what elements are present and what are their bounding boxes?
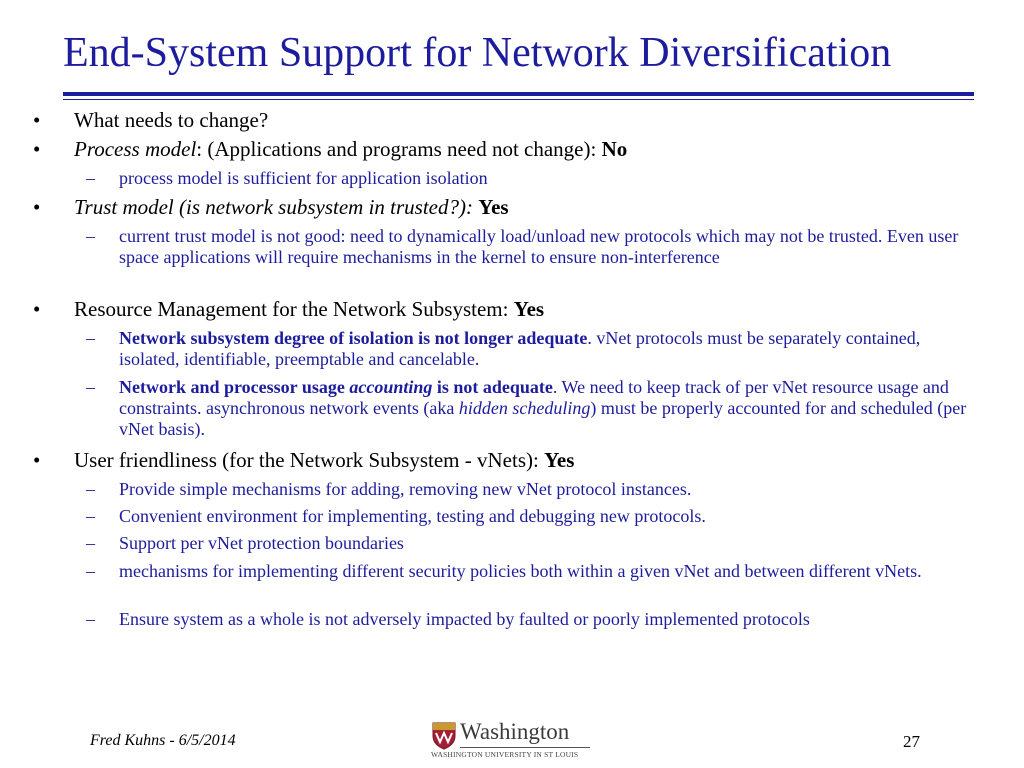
subbullet-security-policies: [86, 561, 979, 582]
logo-wordmark: Washington: [460, 719, 570, 744]
dash-glyph: –: [86, 226, 95, 246]
dash-glyph: –: [86, 479, 95, 499]
university-logo: [430, 719, 600, 762]
subbullet-text: ) must be properly accounted for and scheduled (per vNet basis).: [119, 398, 967, 439]
dash-glyph: –: [86, 533, 95, 553]
bullet-user-friendliness: [33, 448, 994, 472]
bullet-glyph: •: [33, 448, 41, 472]
bullet-what-needs-to-change: [33, 108, 994, 132]
subbullet-system-impact: [86, 609, 979, 630]
bullet-answer: Yes: [544, 448, 575, 472]
bullet-answer: Yes: [513, 297, 545, 321]
subbullet-italic: hidden scheduling: [458, 398, 591, 418]
subbullet-protection-boundaries: [86, 533, 979, 554]
bullet-text: Resource Management for the Network Subsystem:: [74, 297, 514, 321]
dash-glyph: –: [86, 609, 95, 629]
bullet-text: User friendliness (for the Network Subsystem - vNets):: [74, 448, 545, 472]
subbullet-text: Ensure system as a whole is not adversely impacted by faulted or poorly implemented protocols: [119, 609, 810, 629]
bullet-answer: No: [601, 137, 628, 161]
title-rule-thick: [63, 92, 974, 96]
bullet-process-model: [33, 137, 994, 161]
title-rule-thin: [63, 99, 974, 100]
subbullet-text: . We need to keep track of per vNet resource usage and constraints. asynchronous network events (aka: [119, 377, 949, 418]
shield-icon: [432, 722, 456, 750]
subbullet-isolation-degree: [86, 328, 979, 370]
dash-glyph: –: [86, 377, 95, 397]
bullet-label: Process model: [74, 137, 197, 161]
bullet-label: Trust model (is network subsystem in trusted?):: [74, 195, 473, 219]
subbullet-process-model-isolation: [86, 168, 979, 189]
subbullet-text: Convenient environment for implementing, testing and debugging new protocols.: [119, 506, 706, 526]
subbullet-bold: Network subsystem degree of isolation is not longer adequate: [119, 328, 588, 348]
page-number: 27: [903, 732, 920, 751]
subbullet-bold: is not adequate: [432, 377, 553, 397]
subbullet-text: mechanisms for implementing different security policies both within a given vNet and between different vNets.: [119, 561, 922, 581]
bullet-glyph: •: [33, 108, 41, 132]
subbullet-bold: Network and processor usage: [119, 377, 350, 397]
subbullet-text: Provide simple mechanisms for adding, removing new vNet protocol instances.: [119, 479, 692, 499]
bullet-trust-model: [33, 195, 994, 219]
bullet-resource-management: [33, 297, 994, 321]
bullet-glyph: •: [33, 137, 41, 161]
subbullet-text: current trust model is not good: need to dynamically load/unload new protocols which may not be trusted. Even user space applications will require mechanisms in the kernel to ensure non-interference: [119, 226, 959, 267]
logo-subtitle: WASHINGTON UNIVERSITY IN ST LOUIS: [431, 750, 579, 759]
dash-glyph: –: [86, 328, 95, 348]
dash-glyph: –: [86, 168, 95, 188]
slide-title: End-System Support for Network Diversification: [63, 30, 892, 76]
subbullet-text: process model is sufficient for application isolation: [119, 168, 488, 188]
footer-author-date: Fred Kuhns - 6/5/2014: [90, 732, 236, 749]
subbullet-text: Support per vNet protection boundaries: [119, 533, 404, 553]
subbullet-usage-accounting: [86, 377, 979, 440]
subbullet-text: . vNet protocols must be separately contained, isolated, identifiable, preemptable and cancelable.: [119, 328, 921, 369]
bullet-text: What needs to change?: [74, 108, 269, 132]
logo-divider: [460, 747, 590, 748]
dash-glyph: –: [86, 506, 95, 526]
subbullet-bold-italic: accounting: [349, 377, 433, 397]
bullet-answer: Yes: [478, 195, 509, 219]
bullet-text: : (Applications and programs need not change):: [196, 137, 602, 161]
subbullet-simple-mechanisms: [86, 479, 979, 500]
subbullet-trust-model: [86, 226, 979, 268]
dash-glyph: –: [86, 561, 95, 581]
subbullet-convenient-environment: [86, 506, 979, 527]
bullet-glyph: •: [33, 195, 41, 219]
bullet-glyph: •: [33, 297, 41, 321]
